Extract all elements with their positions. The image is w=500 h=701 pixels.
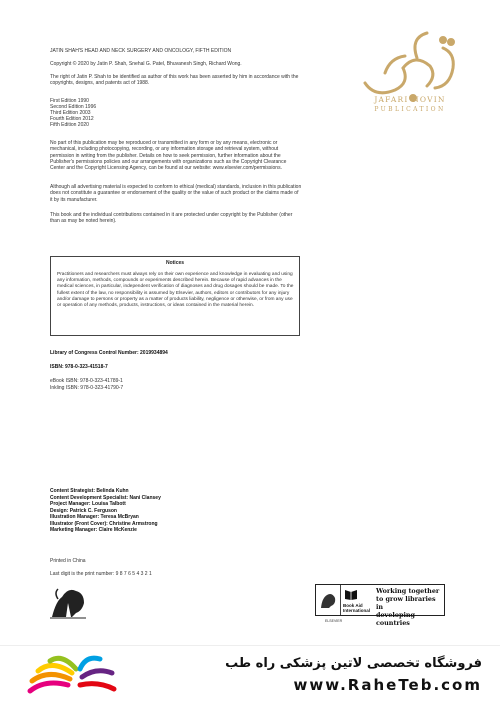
- isbn: ISBN: 978-0-323-41518-7: [50, 364, 108, 370]
- printed-in: Printed in China: [50, 558, 86, 564]
- notices-title: Notices: [165, 260, 185, 266]
- logo-sub: PUBLICATION: [374, 106, 446, 113]
- ebook-isbn: eBook ISBN: 978-0-323-41789-1: [50, 378, 123, 384]
- notices-text: Practitioners and researchers must always rely on their own experience and knowledge in evaluating and using any information, methods, compounds or experiments described herein. Because of rapid advances in the medical sciences, in particular, independent verification of diagnoses and drug dosages should be made. To the fullest extent of the law, no responsibility is assumed by Elsevier, authors, editors or contributors for any injury and/or damage to persons or property as a matter of products liability, negligence or otherwise, or from any use or operation of any methods, products, instructions, or ideas contained in the material herein.: [57, 272, 294, 309]
- book-aid-text-1: Working together: [376, 587, 440, 595]
- credit-3: Project Manager: Louisa Talbott: [50, 501, 126, 507]
- credit-2: Content Development Specialist: Nani Clansey: [50, 494, 161, 501]
- credit-1: Content Strategist: Belinda Kuhn: [50, 488, 129, 494]
- elsevier-tree-icon: [48, 581, 88, 621]
- book-aid-text-3: developing countries: [376, 611, 416, 627]
- permissions-paragraph: No part of this publication may be reproduced or transmitted in any form or by any means, electronic or mechanical, including photocopying, recording, or any information storage and retrieval system, without permission in writing from the publisher. Details on how to seek permission, further information about the Publisher's permissions policies and our arrangements with organizations such as the Copyright Clearance Center and the Copyright Licensing Agency, can be found at our website: www.elsevier.com/permissions.: [50, 140, 287, 172]
- website-link[interactable]: www.RaheTeb.com: [293, 676, 482, 694]
- book-aid-line-2: International: [343, 608, 371, 613]
- book-title-line: JATIN SHAH'S HEAD AND NECK SURGERY AND ONCOLOGY, FIFTH EDITION: [50, 48, 232, 54]
- colorful-flower-logo-icon: [20, 649, 120, 699]
- store-title-persian: فروشگاه تخصصی لاتین پزشکی راه طب: [225, 656, 482, 671]
- elsevier-small-tree-icon: [319, 590, 337, 610]
- rights-asserted: The right of Jatin P. Shah to be identified as author of this work has been asserted by him in accordance with the copyrights, designs, and patents act of 1988.: [50, 74, 299, 87]
- notices-box: [50, 256, 300, 336]
- edition-1: First Edition 1990: [50, 98, 89, 104]
- footer-banner: [0, 645, 500, 701]
- print-number: Last digit is the print number: 9 8 7 6 5 4 3 2 1: [50, 571, 152, 577]
- credit-6: Illustrator (Front Cover): Christine Armstrong: [50, 520, 158, 527]
- inkling-isbn: Inkling ISBN: 978-0-323-41790-7: [50, 385, 124, 391]
- protected-paragraph: This book and the individual contributions contained in it are protected under copyright by the Publisher (other than as may be noted herein).: [50, 212, 293, 225]
- credit-7: Marketing Manager: Claire McKenzie: [50, 527, 137, 533]
- book-aid-line-1: Book Aid: [343, 603, 363, 608]
- open-book-icon: [344, 587, 358, 601]
- copyright-line: Copyright © 2020 by Jatin P. Shah, Snehal G. Patel, Bhuvanesh Singh, Richard Wong.: [50, 61, 242, 67]
- credit-4: Design: Patrick C. Ferguson: [50, 507, 117, 514]
- book-aid-text-2: to grow libraries in: [376, 595, 436, 611]
- edition-5: Fifth Edition 2020: [50, 122, 89, 128]
- edition-4: Fourth Edition 2012: [50, 116, 94, 122]
- logo-name: JAFARI NOVIN: [374, 95, 446, 104]
- edition-3: Third Edition 2003: [50, 110, 91, 116]
- book-aid-text: [376, 587, 444, 627]
- edition-2: Second Edition 1996: [50, 104, 97, 110]
- elsevier-wordmark: ELSEVIER: [325, 619, 343, 623]
- book-aid-mark: [340, 585, 379, 615]
- loc-number: Library of Congress Control Number: 2019934894: [50, 350, 168, 356]
- advertising-paragraph: Although all advertising material is expected to conform to ethical (medical) standards, inclusion in this publication does not constitute a guarantee or endorsement of the quality or the value of such product or the claims made of it by its manufacturer.: [50, 184, 302, 203]
- credit-5: Illustration Manager: Teresa McBryan: [50, 514, 139, 520]
